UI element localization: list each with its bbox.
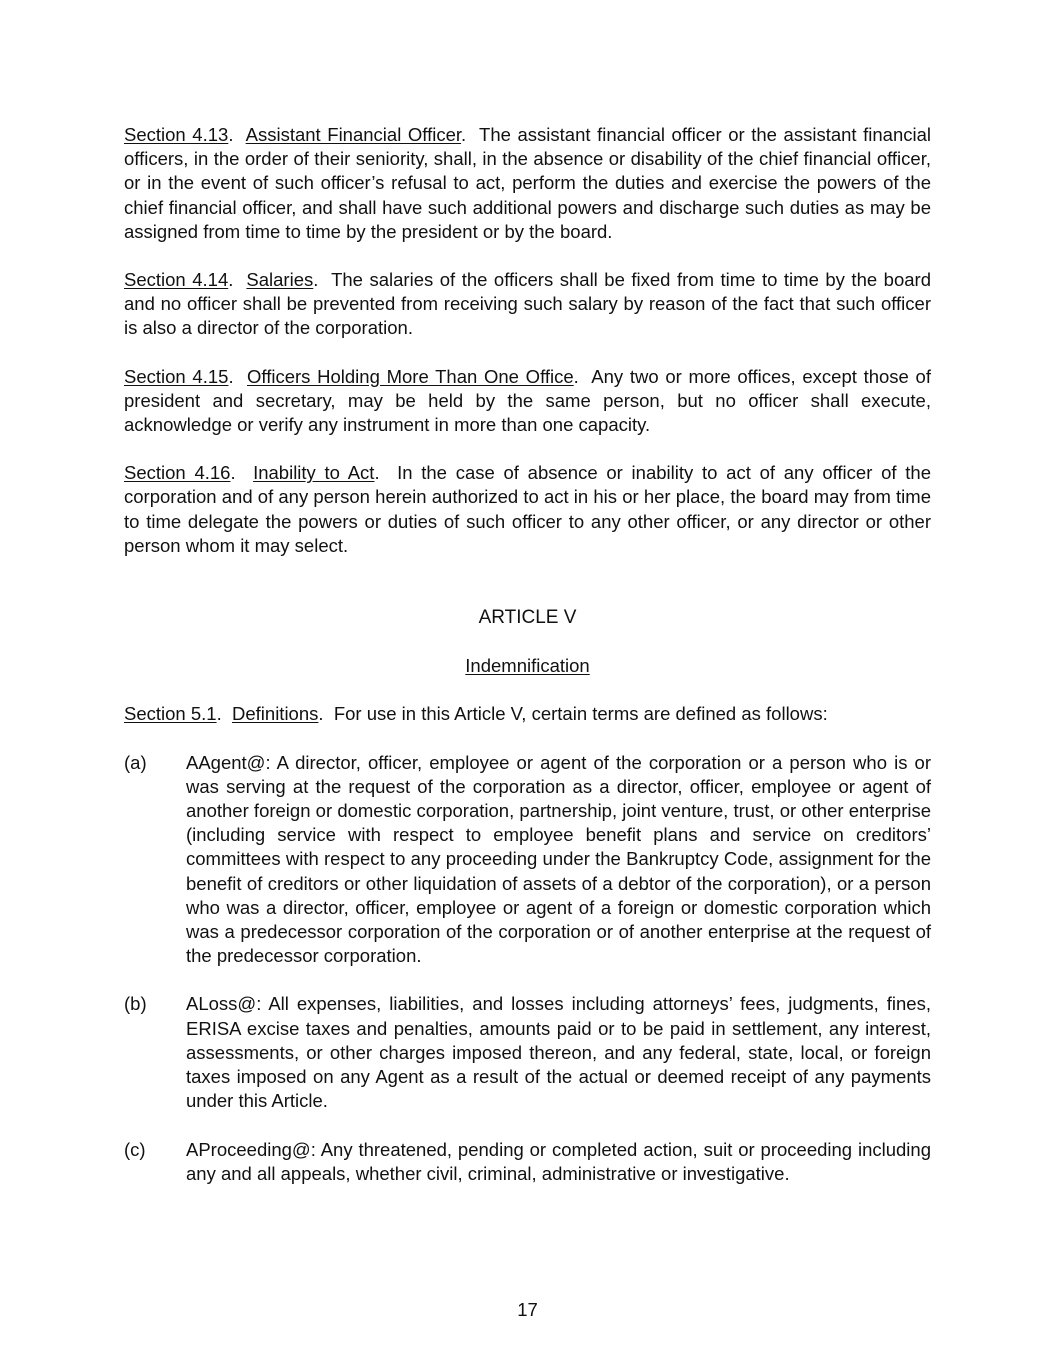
section-title: Inability to Act [253, 462, 375, 484]
article-heading-text: Indemnification [465, 655, 590, 677]
definition-label: (b) [124, 993, 147, 1015]
definition-item [124, 751, 931, 969]
section-number: Section 5.1 [124, 703, 217, 725]
section-title: Salaries [246, 269, 314, 291]
section-4-13: Section 4.13. Assistant Financial Officer. The assistant financial officer or the assistant financial officers, in the order of their seniority, shall, in the absence or disability of the chief financial officer, or in the event of such officer’s refusal to act, perform the duties and exercise the powers of the chief financial officer, and shall have such additional powers and discharge such duties as may be assigned from time to time by the president or by the board. [124, 124, 932, 242]
section-4-16: Section 4.16. Inability to Act. In the case of absence or inability to act of any officer of the corporation and of any person herein authorized to act in his or her place, the board may from time to time delegate the powers or duties of such officer to any other officer, or any director or other person whom it may select. [124, 462, 931, 556]
section-body: In the case of absence or inability to act of any officer of the corporation and of any person herein authorized to act in his or her place, the board may from time to time delegate the powers or duties of such officer to any other officer, or any director or other person whom it may select. [124, 462, 931, 556]
section-number: Section 4.16 [124, 462, 231, 484]
section-number: Section 4.13 [124, 124, 229, 145]
document-body [124, 123, 931, 1210]
section-number: Section 4.15 [124, 365, 229, 387]
section-4-15: Section 4.15. Officers Holding More Than One Office. Any two or more offices, except those of president and secretary, may be held by the same person, but no officer shall execute, acknowledge or verify any instrument in more than one capacity. [124, 365, 931, 436]
definition-label: (a) [124, 751, 147, 773]
definition-item [124, 1138, 931, 1186]
article-heading [124, 654, 931, 678]
definition-item [124, 992, 931, 1113]
section-body: The assistant financial officer or the assistant financial officers, in the order of their seniority, shall, in the absence or disability of the chief financial officer, or in the event of such officer’s refusal to act, perform the duties and exercise the powers of the chief financial officer, and shall have such additional powers and discharge such duties as may be assigned from time to time by the president or by the board. [124, 124, 932, 242]
section-number: Section 4.14 [124, 269, 229, 291]
definition-text: ALoss@: All expenses, liabilities, and losses including attorneys’ fees, judgments, fines, ERISA excise taxes and penalties, amounts paid or to be paid in settlement, any interest, assessments, or other charges imposed thereon, and any federal, state, local, or foreign taxes imposed on any Agent as a result of the actual or deemed receipt of any payments under this Article. [186, 993, 931, 1112]
section-body: For use in this Article V, certain terms are defined as follows: [333, 703, 828, 725]
article-title: ARTICLE V [478, 607, 577, 629]
section-4-14: Section 4.14. Salaries. The salaries of the officers shall be fixed from time to time by the board and no officer shall be prevented from receiving such salary by reason of the fact that such officer is also a director of the corporation. [124, 269, 931, 339]
section-body: Any two or more offices, except those of president and secretary, may be held by the same person, but no officer shall execute, acknowledge or verify any instrument in more than one capacity. [124, 365, 931, 436]
section-title: Officers Holding More Than One Office [247, 365, 574, 387]
definition-text: AProceeding@: Any threatened, pending or completed action, suit or proceeding including any and all appeals, whether civil, criminal, administrative or investigative. [186, 1138, 931, 1184]
section-body: The salaries of the officers shall be fixed from time to time by the board and no officer shall be prevented from receiving such salary by reason of the fact that such officer is also a director of the corporation. [124, 269, 931, 339]
section-title: Definitions [232, 703, 319, 725]
section-5-1: Section 5.1. Definitions. For use in this Article V, certain terms are defined as follows: [124, 703, 828, 725]
definition-text: AAgent@: A director, officer, employee or agent of the corporation or a person who is or was serving at the request of the corporation as a director, officer, employee or agent of another foreign or domestic corporation, partnership, joint venture, trust, or other enterprise (including service with respect to employee benefit plans and service on creditors’ committees with respect to any proceeding under the Bankruptcy Code, assignment for the benefit of creditors or other liquidation of assets of a debtor of the corporation), or a person who was a director, officer, employee or agent of a foreign or domestic corporation which was a predecessor corporation of the corporation or of another enterprise at the request of the predecessor corporation. [186, 751, 931, 967]
definition-label: (c) [124, 1138, 146, 1160]
section-title: Assistant Financial Officer [245, 124, 462, 145]
definitions-list [124, 751, 931, 1186]
page-number: 17 [517, 1299, 538, 1320]
